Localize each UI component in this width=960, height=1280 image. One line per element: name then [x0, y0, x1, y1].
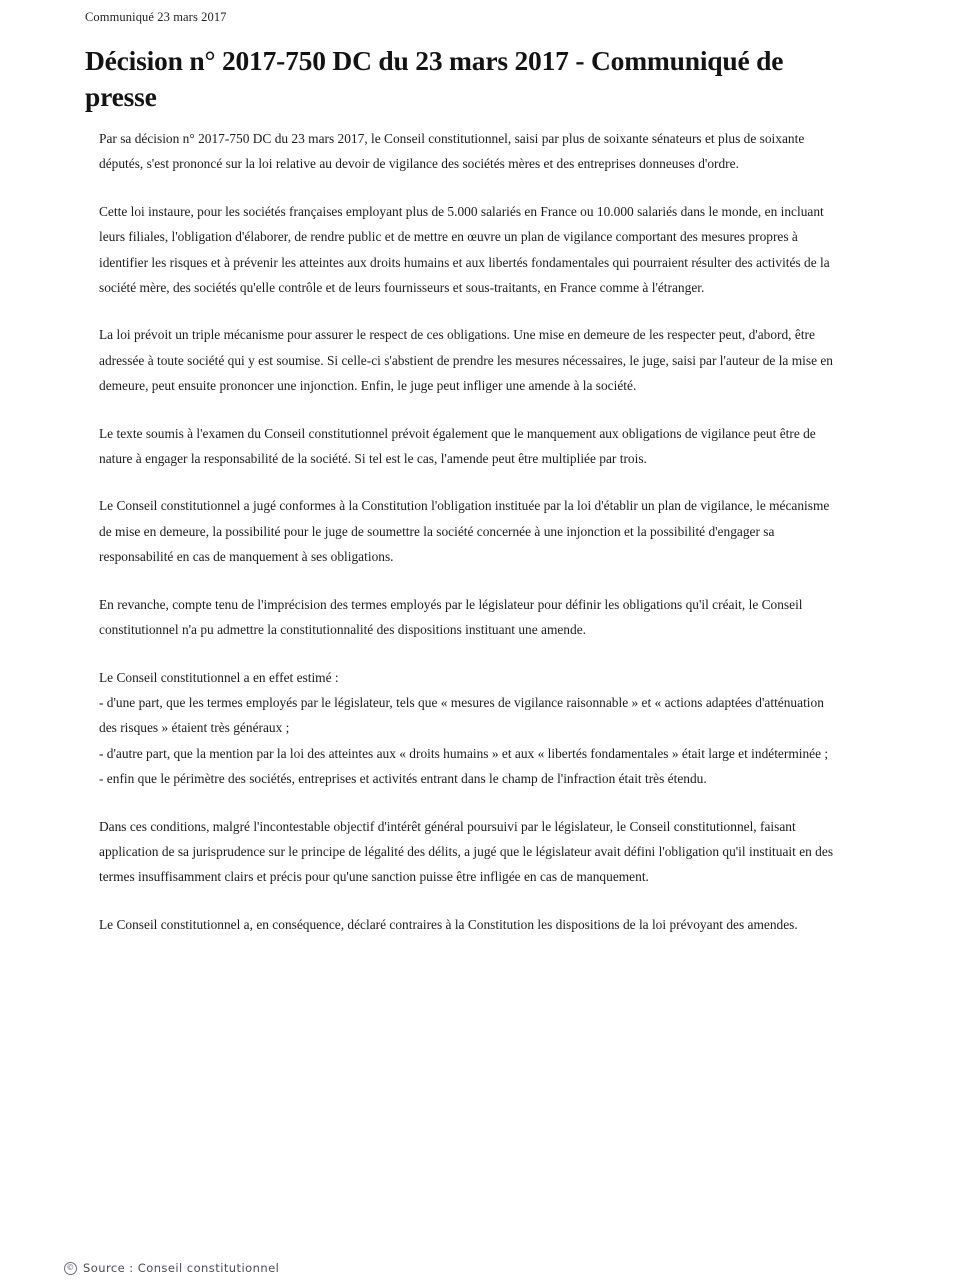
paragraph: En revanche, compte tenu de l'imprécision des termes employés par le législateur pour définir les obligations qu'il créait, le Conseil constitutionnel n'a pu admettre la constitutionnalité des dispositions instituant une amende. — [99, 596, 803, 638]
copyright-icon: © — [64, 1262, 77, 1275]
paragraph: Le Conseil constitutionnel a, en conséquence, déclaré contraires à la Constitution les dispositions de la loi prévoyant des amendes. — [99, 916, 798, 932]
page-title: Décision n° 2017-750 DC du 23 mars 2017 - Communiqué de presse — [85, 45, 784, 112]
paragraph: La loi prévoit un triple mécanisme pour assurer le respect de ces obligations. Une mise en demeure de les respecter peut, d'abord, être adressée à toute société qui y est soumise. Si celle-ci s'abstient de prendre les mesures nécessaires, le juge, saisi par l'auteur de la mise en demeure, peut ensuite prononcer une injonction. Enfin, le juge peut infliger une amende à la société. — [99, 327, 833, 394]
paragraph: Le Conseil constitutionnel a jugé conformes à la Constitution l'obligation instituée par la loi d'établir un plan de vigilance, le mécanisme de mise en demeure, la possibilité pour le juge de soumettre la société concernée à une injonction et la possibilité d'engager sa responsabilité en cas de manquement à ses obligations. — [99, 498, 830, 565]
list-item: - enfin que le périmètre des sociétés, entreprises et activités entrant dans le champ de l'infraction était très étendu. — [99, 771, 707, 787]
paragraph: Dans ces conditions, malgré l'incontestable objectif d'intérêt général poursuivi par le législateur, le Conseil constitutionnel, faisant application de sa jurisprudence sur le principe de légalité des délits, a jugé que le législateur avait défini l'obligation qu'il instituait en des termes insuffisamment clairs et précis pour qu'une sanction puisse être infligée en cas de manquement. — [99, 818, 834, 885]
list-lead-text: Le Conseil constitutionnel a en effet estimé : — [99, 669, 339, 685]
document-kicker: Communiqué 23 mars 2017 — [85, 10, 227, 24]
document-body — [99, 126, 845, 937]
list-item: - d'autre part, que la mention par la loi des atteintes aux « droits humains » et aux « libertés fondamentales » était large et indéterminée ; — [99, 745, 829, 761]
list-item: - d'une part, que les termes employés par le législateur, tels que « mesures de vigilance raisonnable » et « actions adaptées d'atténuation des risques » étaient très généraux ; — [99, 694, 824, 736]
paragraph: Par sa décision n° 2017-750 DC du 23 mars 2017, le Conseil constitutionnel, saisi par plus de soixante sénateurs et plus de soixante députés, s'est prononcé sur la loi relative au devoir de vigilance des sociétés mères et des entreprises donneuses d'ordre. — [99, 131, 805, 172]
source-label: Source : Conseil constitutionnel — [83, 1261, 280, 1275]
source-footer — [64, 1261, 279, 1275]
paragraph: Cette loi instaure, pour les sociétés françaises employant plus de 5.000 salariés en France ou 10.000 salariés dans le monde, en incluant leurs filiales, l'obligation d'élaborer, de rendre public et de mettre en œuvre un plan de vigilance comportant des mesures propres à identifier les risques et à prévenir les atteintes aux droits humains et aux libertés fondamentales qui pourraient résulter des activités de la société mère, des sociétés qu'elle contrôle et de leurs fournisseurs et sous-traitants, en France comme à l'étranger. — [99, 203, 830, 296]
reasoning-list-block — [99, 665, 845, 792]
paragraph: Le texte soumis à l'examen du Conseil constitutionnel prévoit également que le manquement aux obligations de vigilance peut être de nature à engager la responsabilité de la société. Si tel est le cas, l'amende peut être multipliée par trois. — [99, 425, 816, 467]
